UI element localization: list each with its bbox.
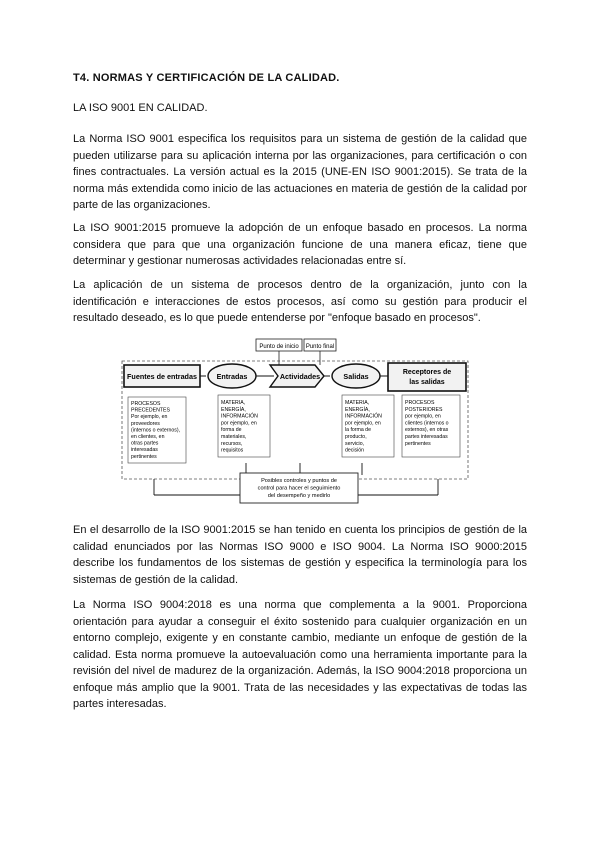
control-line: control para hacer el seguimiento bbox=[257, 485, 341, 492]
control-line: Posibles controles y puntos de bbox=[261, 478, 337, 484]
sources-line: en clientes, en bbox=[131, 434, 165, 440]
inputs-line: recursos, bbox=[221, 440, 243, 447]
inputs-line: MATERIA, bbox=[221, 400, 246, 406]
sources-line: (internos o externos), bbox=[131, 427, 181, 434]
inputs-line: forma de bbox=[221, 427, 242, 434]
document-title: T4. NORMAS Y CERTIFICACIÓN DE LA CALIDAD. bbox=[73, 72, 340, 84]
outputs-line: decisión bbox=[345, 447, 365, 454]
sources-line: proveedores bbox=[131, 420, 160, 427]
paragraph-process-system: La aplicación de un sistema de procesos dentro de la organización, junto con la identificación e interacciones de estos procesos, así como su gestión para producir el resultado deseado, es lo que puede entenderse por "enfoque basado en procesos". bbox=[73, 279, 527, 324]
inputs-line: por ejemplo, en bbox=[221, 420, 257, 427]
activities-header: Actividades bbox=[279, 372, 321, 381]
outputs-line: ENERGÍA, bbox=[345, 406, 370, 413]
outputs-line: producto, bbox=[345, 434, 367, 440]
receivers-line: PROCESOS bbox=[405, 400, 435, 406]
end-point-label: Punto final bbox=[305, 344, 335, 350]
sources-line: pertinentes bbox=[131, 453, 157, 460]
sources-line: PRECEDENTES bbox=[131, 407, 170, 414]
paragraph-process-approach: La ISO 9001:2015 promueve la adopción de un enfoque basado en procesos. La norma considera que para que una organización funcione de una manera eficaz, tiene que determinar y gestionar numerosas actividades relacionadas entre sí. bbox=[73, 222, 527, 267]
receivers-line: externos), en otras bbox=[405, 427, 449, 434]
paragraph-iso9001-intro: La Norma ISO 9001 especifica los requisitos para un sistema de gestión de la calidad que pueden utilizarse para su aplicación interna por las organizaciones, para certificación o con fines contractuales. La versión actual es la 2015 (UNE-EN ISO 9001:2015). Se trata de la norma más extendida como inicio de las actuaciones en materia de gestión de la calidad por parte de las organizaciones. bbox=[73, 133, 527, 211]
inputs-line: INFORMACIÓN bbox=[221, 413, 258, 420]
document-subtitle: LA ISO 9001 EN CALIDAD. bbox=[73, 102, 208, 114]
inputs-line: materiales, bbox=[221, 434, 247, 440]
outputs-line: servicio, bbox=[345, 440, 365, 447]
receivers-line: partes interesadas bbox=[405, 434, 448, 440]
receivers-header-line2: las salidas bbox=[409, 379, 445, 386]
start-point-label: Punto de inicio bbox=[259, 344, 299, 350]
outputs-line: MATERIA, bbox=[345, 400, 370, 406]
inputs-header: Entradas bbox=[216, 372, 248, 381]
sources-line: otras partes bbox=[131, 440, 159, 447]
control-content bbox=[258, 478, 341, 499]
outputs-line: INFORMACIÓN bbox=[345, 413, 382, 420]
sources-line: interesadas bbox=[131, 447, 158, 454]
receivers-line: por ejemplo, en bbox=[405, 413, 441, 420]
control-line: del desempeño y medirlo bbox=[267, 493, 331, 499]
outputs-line: por ejemplo, en bbox=[345, 420, 381, 427]
sources-line: Por ejemplo, en bbox=[131, 414, 168, 421]
sources-line: PROCESOS bbox=[131, 401, 161, 407]
sources-header: Fuentes de entradas bbox=[127, 372, 197, 381]
outputs-header: Salidas bbox=[343, 372, 369, 381]
inputs-line: requisitos bbox=[221, 447, 244, 454]
receivers-header-line1: Receptores de bbox=[402, 369, 452, 376]
receivers-line: POSTERIORES bbox=[405, 406, 443, 413]
outputs-line: la forma de bbox=[345, 427, 371, 434]
receivers-line: pertinentes bbox=[405, 440, 431, 447]
receivers-line: clientes (internos o bbox=[405, 420, 449, 427]
inputs-line: ENERGÍA, bbox=[221, 406, 246, 413]
paragraph-iso9004: La Norma ISO 9004:2018 es una norma que complementa a la 9001. Proporciona orientación para ayudar a conseguir el éxito sostenido para cualquier organización en un entorno complejo, exigente y en constante cambio, mediante un enfoque de gestión de la calidad. Esta norma promueve la autoevaluación como una herramienta importante para la revisión del nivel de madurez de la organización. Además, la ISO 9004:2018 proporciona un enfoque más amplio que la 9001. Trata de las necesidades y las expectativas de todas las partes interesadas. bbox=[73, 599, 527, 710]
receivers-header-box bbox=[388, 363, 466, 391]
paragraph-iso9000: En el desarrollo de la ISO 9001:2015 se han tenido en cuenta los principios de gestión de la calidad enunciados por las Normas ISO 9000 e ISO 9004. La Norma ISO 9000:2015 describe los fundamentos de los sistemas de gestión y especifica la terminología para los sistemas de gestión de la calidad. bbox=[73, 524, 527, 586]
process-diagram bbox=[120, 335, 470, 505]
receivers-content bbox=[405, 400, 449, 447]
